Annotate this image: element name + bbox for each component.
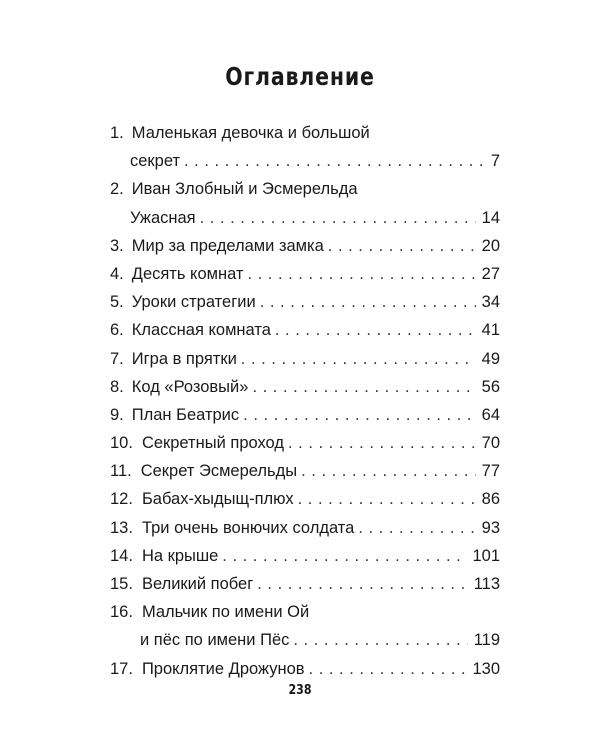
toc-entry-title: Код «Розовый» [131, 377, 249, 396]
toc-entry-continuation [110, 209, 500, 237]
dot-leader [260, 293, 476, 312]
dot-leader [328, 237, 476, 256]
toc-entry-page: 20 [481, 236, 500, 255]
toc-entry-title: Проклятие Дрожунов [141, 659, 305, 678]
toc-entry-number: 11. [110, 462, 132, 481]
toc-entry-title: Секретный проход [141, 434, 284, 453]
dot-leader [257, 575, 467, 594]
toc-entry-number: 2. [110, 180, 124, 199]
toc-entry-continuation [110, 631, 500, 659]
toc-entry-title: Мальчик по имени Ой [141, 603, 310, 622]
toc-entry-page: 93 [481, 518, 500, 537]
toc-entry-title: Великий побег [141, 575, 254, 593]
dot-leader [222, 547, 466, 566]
toc-entry-page: 64 [481, 405, 500, 424]
page-title: Оглавление [225, 62, 375, 91]
toc-entry-title: Маленькая девочка и большой [131, 124, 370, 142]
toc-entry-title: Секрет Эсмерельды [140, 462, 298, 481]
toc-entry-number: 3. [110, 236, 124, 255]
toc-entry-page: 49 [481, 349, 500, 368]
toc-entry [110, 462, 500, 490]
dot-leader [247, 265, 475, 284]
toc-entry-title: Мир за пределами замка [131, 236, 324, 255]
toc-entry-title: План Беатрис [131, 405, 240, 424]
toc-entry [110, 350, 500, 378]
toc-entry [110, 265, 500, 293]
toc-entry-title: Десять комнат [131, 264, 244, 283]
toc-entry-number: 15. [110, 575, 133, 593]
toc-entry-page: 86 [481, 490, 500, 509]
toc-entry [110, 603, 500, 631]
toc-entry-number: 14. [110, 546, 133, 565]
toc-entry-page: 77 [481, 462, 500, 481]
toc-entry-number: 9. [110, 405, 124, 424]
dot-leader [252, 378, 475, 397]
toc-entry [110, 180, 500, 208]
toc-entry-title-continued: секрет [130, 152, 181, 171]
toc-entry [110, 519, 500, 547]
toc-entry-page: 70 [481, 434, 500, 453]
toc-entry [110, 547, 500, 575]
toc-entry [110, 293, 500, 321]
toc-entry-page: 130 [472, 659, 500, 678]
toc-entry-page: 113 [473, 575, 500, 593]
toc-entry-continuation [110, 152, 500, 180]
dot-leader [184, 152, 485, 171]
toc-entry-title: Игра в прятки [131, 349, 237, 368]
toc-entry-title: Бабах-хыдыщ-плюх [141, 490, 294, 509]
toc-entry [110, 124, 500, 152]
toc-entry [110, 237, 500, 265]
toc-entry-page: 56 [481, 377, 500, 396]
dot-leader [301, 462, 476, 481]
dot-leader [288, 434, 476, 453]
toc-entry [110, 378, 500, 406]
toc-entry-number: 6. [110, 321, 124, 340]
dot-leader [275, 321, 476, 340]
table-of-contents [110, 124, 500, 688]
dot-leader [241, 350, 476, 369]
dot-leader [358, 519, 475, 538]
toc-entry [110, 321, 500, 349]
toc-entry-number: 13. [110, 518, 133, 537]
toc-entry-number: 5. [110, 293, 124, 312]
toc-entry-page: 27 [481, 264, 500, 283]
toc-entry-number: 17. [110, 659, 133, 678]
toc-entry-title: Иван Злобный и Эсмерельда [131, 180, 358, 199]
toc-entry-number: 12. [110, 490, 133, 509]
toc-entry-title: Классная комната [131, 321, 271, 340]
toc-entry-page: 41 [481, 321, 500, 340]
toc-entry-number: 4. [110, 264, 124, 283]
toc-entry [110, 406, 500, 434]
toc-entry-title: Три очень вонючих солдата [141, 518, 355, 537]
toc-entry-number: 1. [110, 124, 124, 142]
dot-leader [293, 631, 467, 650]
toc-entry-title: Уроки стратегии [131, 293, 256, 312]
dot-leader [243, 406, 475, 425]
toc-entry-title: На крыше [141, 546, 219, 565]
toc-entry [110, 490, 500, 518]
toc-entry-page: 34 [481, 293, 500, 312]
toc-entry-number: 10. [110, 434, 133, 453]
toc-entry [110, 575, 500, 603]
toc-entry-title-continued: Ужасная [130, 208, 196, 227]
toc-entry-page: 7 [490, 152, 500, 171]
toc-entry-number: 16. [110, 603, 133, 622]
dot-leader [298, 490, 476, 509]
toc-entry-number: 7. [110, 349, 124, 368]
toc-entry-title-continued: и пёс по имени Пёс [140, 631, 290, 650]
toc-entry-page: 119 [473, 631, 500, 650]
toc-entry-page: 14 [481, 208, 500, 227]
dot-leader [200, 209, 476, 228]
toc-entry-number: 8. [110, 377, 124, 396]
toc-entry-page: 101 [472, 546, 500, 565]
dot-leader [309, 660, 467, 679]
toc-entry [110, 434, 500, 462]
page-number: 238 [288, 683, 312, 698]
